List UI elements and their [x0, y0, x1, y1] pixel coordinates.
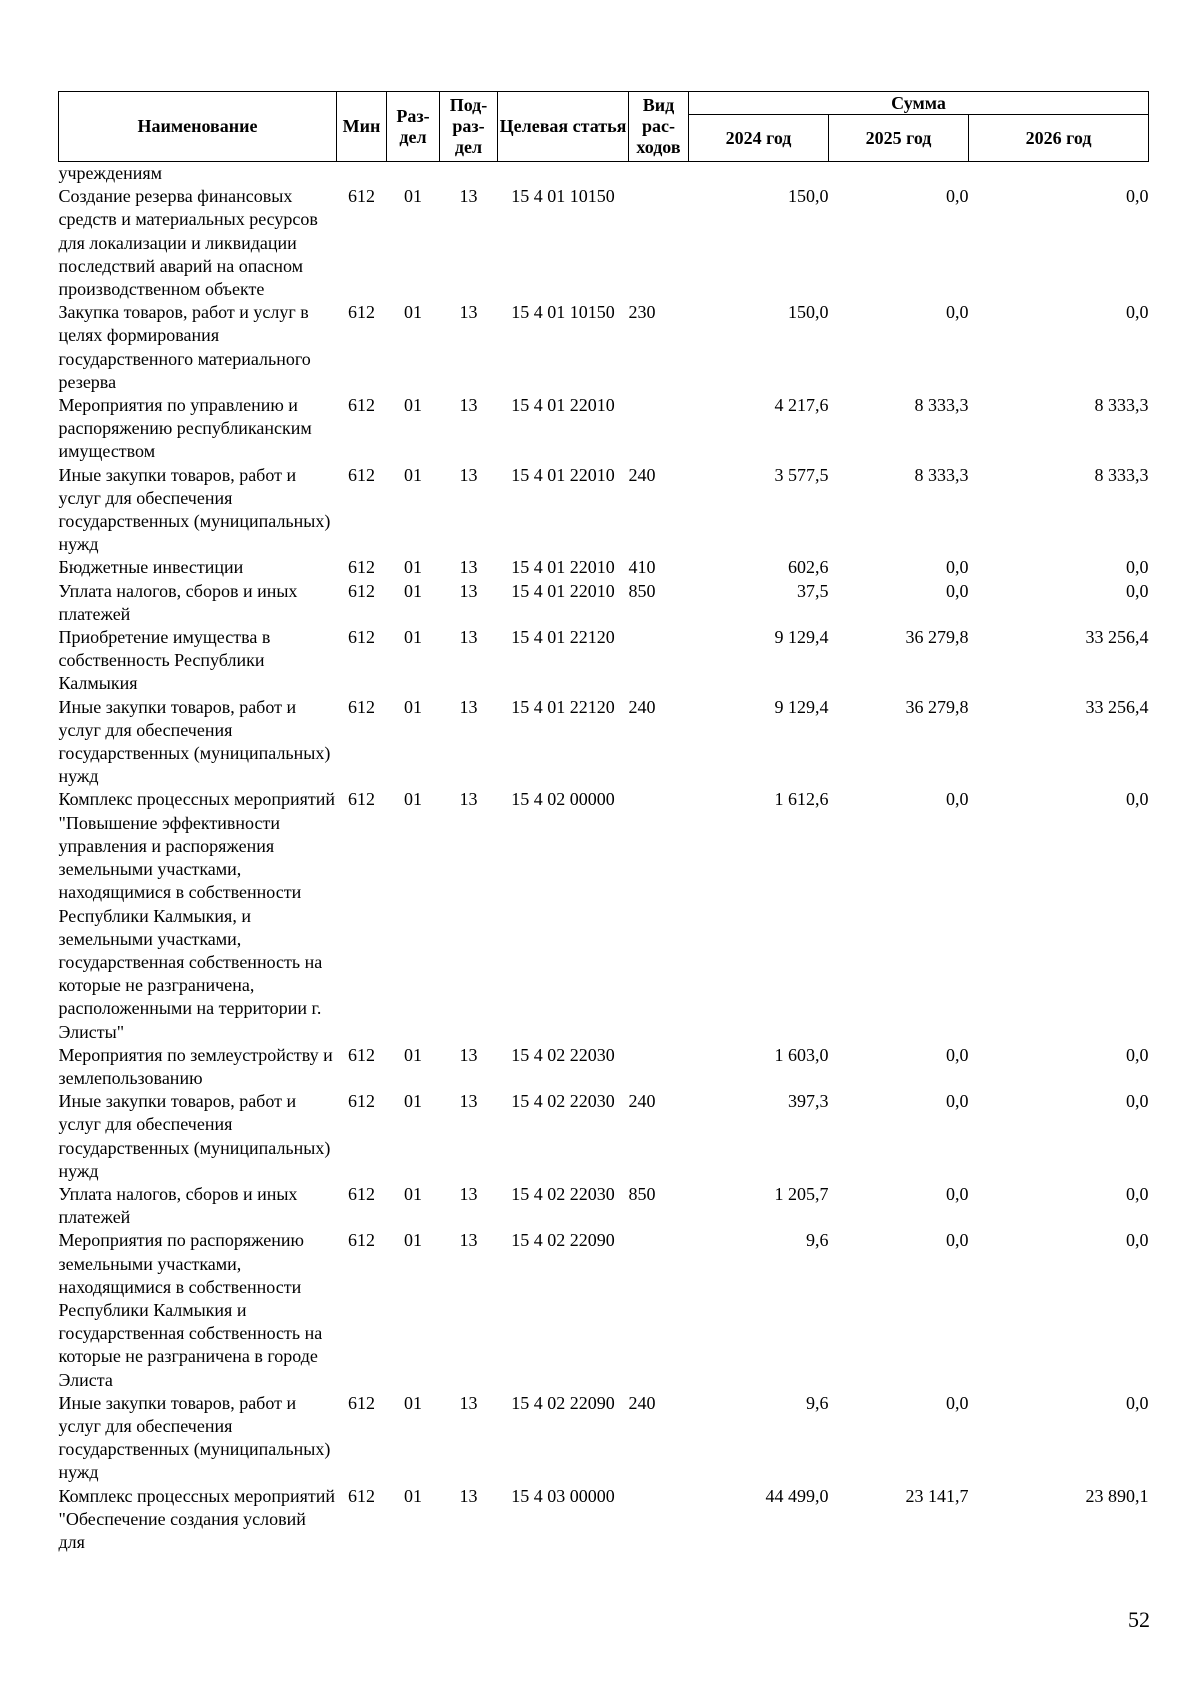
table-row [59, 626, 1149, 696]
row-razdel: 01 [404, 1044, 422, 1065]
row-sum-2026: 0,0 [1126, 789, 1149, 810]
row-razdel: 01 [404, 557, 422, 578]
row-celevaya-statya: 15 4 01 22010 [511, 395, 615, 416]
row-min: 612 [348, 302, 375, 323]
row-sum-2025: 36 279,8 [905, 696, 969, 717]
row-celevaya-statya: 15 4 01 22010 [511, 580, 615, 601]
row-name: Мероприятия по управлению и распоряжению республиканским имуществом [58, 395, 312, 462]
row-podrazdel: 13 [459, 302, 478, 323]
row-min: 612 [348, 580, 375, 601]
table-row [59, 788, 1149, 1043]
header-vid-rashodov: Вид рас-ходов [629, 92, 689, 162]
row-razdel: 01 [404, 186, 422, 207]
table-row [59, 1229, 1149, 1391]
row-sum-2026 [969, 162, 1149, 186]
row-name: Комплекс процессных мероприятий "Обеспечение создания условий для [58, 1485, 336, 1552]
row-razdel: 01 [404, 464, 422, 485]
row-sum-2025 [829, 162, 969, 186]
row-sum-2024: 9,6 [806, 1392, 829, 1413]
row-vid-rashodov [629, 1229, 689, 1391]
row-sum-2026: 0,0 [1126, 1183, 1149, 1204]
row-sum-2026: 0,0 [1126, 302, 1149, 323]
table-row [59, 301, 1149, 394]
row-name: учреждениям [58, 163, 163, 183]
row-podrazdel: 13 [459, 696, 478, 717]
row-sum-2024: 1 612,6 [774, 789, 829, 810]
row-razdel: 01 [404, 395, 422, 416]
row-name: Иные закупки товаров, работ и услуг для обеспечения государственных (муниципальных) нужд [58, 1091, 331, 1181]
row-celevaya-statya [498, 162, 629, 186]
row-podrazdel: 13 [459, 1091, 478, 1112]
row-name: Закупка товаров, работ и услуг в целях формирования государственного материального резерва [58, 302, 311, 392]
row-razdel: 01 [404, 302, 422, 323]
row-celevaya-statya: 15 4 01 22010 [511, 464, 615, 485]
row-vid-rashodov [629, 185, 689, 301]
row-sum-2025: 8 333,3 [914, 395, 969, 416]
row-sum-2026: 0,0 [1126, 557, 1149, 578]
row-celevaya-statya: 15 4 01 10150 [511, 302, 615, 323]
row-vid-rashodov [629, 1044, 689, 1090]
header-year-2024: 2024 год [689, 115, 829, 162]
table-row [59, 1183, 1149, 1229]
row-sum-2026: 8 333,3 [1094, 464, 1149, 485]
row-podrazdel: 13 [459, 580, 478, 601]
row-min: 612 [348, 627, 375, 648]
row-vid-rashodov [629, 1485, 689, 1555]
row-sum-2025: 36 279,8 [905, 627, 969, 648]
row-celevaya-statya: 15 4 02 22030 [511, 1183, 615, 1204]
row-name: Мероприятия по землеустройству и землепользованию [58, 1044, 333, 1088]
row-sum-2026: 23 890,1 [1085, 1485, 1149, 1506]
row-razdel: 01 [404, 627, 422, 648]
row-name: Иные закупки товаров, работ и услуг для обеспечения государственных (муниципальных) нужд [58, 696, 331, 787]
row-sum-2024: 602,6 [788, 557, 829, 578]
header-celevaya-statya: Целевая статья [498, 92, 629, 162]
row-razdel: 01 [404, 1485, 422, 1506]
budget-table [58, 91, 1149, 1554]
row-min: 612 [348, 186, 375, 207]
row-sum-2024: 397,3 [788, 1091, 829, 1112]
table-row [59, 1090, 1149, 1183]
header-year-2025: 2025 год [829, 115, 969, 162]
row-sum-2026: 8 333,3 [1094, 395, 1149, 416]
row-sum-2026: 0,0 [1126, 1044, 1149, 1065]
table-header [59, 92, 1149, 162]
row-vid-rashodov: 240 [628, 1392, 656, 1413]
row-vid-rashodov: 850 [628, 1183, 656, 1204]
row-razdel: 01 [404, 1091, 422, 1112]
row-razdel: 01 [404, 1392, 422, 1413]
row-celevaya-statya: 15 4 01 22120 [511, 627, 615, 648]
row-podrazdel: 13 [459, 1230, 478, 1251]
table-row [59, 162, 1149, 186]
row-celevaya-statya: 15 4 01 22010 [511, 557, 615, 578]
row-podrazdel: 13 [459, 627, 478, 648]
row-sum-2024: 1 603,0 [774, 1044, 829, 1065]
row-min: 612 [348, 557, 375, 578]
row-sum-2025: 0,0 [946, 186, 969, 207]
row-sum-2026: 0,0 [1126, 1230, 1149, 1251]
row-sum-2025: 0,0 [946, 580, 969, 601]
row-celevaya-statya: 15 4 02 22090 [511, 1392, 615, 1413]
row-sum-2024: 3 577,5 [774, 464, 829, 485]
row-min: 612 [348, 395, 375, 416]
row-sum-2026: 0,0 [1126, 1392, 1149, 1413]
row-min: 612 [348, 789, 375, 810]
row-sum-2025: 0,0 [946, 1230, 969, 1251]
table-body [59, 162, 1149, 1555]
row-sum-2026: 0,0 [1126, 580, 1149, 601]
header-year-2026: 2026 год [969, 115, 1149, 162]
row-sum-2026: 0,0 [1126, 1091, 1149, 1112]
row-celevaya-statya: 15 4 01 10150 [511, 186, 615, 207]
row-name: Уплата налогов, сборов и иных платежей [58, 580, 298, 624]
row-sum-2025: 0,0 [946, 1044, 969, 1065]
row-podrazdel: 13 [459, 395, 478, 416]
row-razdel: 01 [404, 580, 422, 601]
row-sum-2024: 4 217,6 [774, 395, 829, 416]
row-podrazdel: 13 [459, 186, 478, 207]
row-razdel: 01 [404, 696, 422, 717]
row-razdel [387, 162, 440, 186]
row-sum-2024: 150,0 [788, 302, 829, 323]
row-min [337, 162, 387, 186]
row-min: 612 [348, 1392, 375, 1413]
row-vid-rashodov [629, 394, 689, 464]
row-sum-2024: 9 129,4 [774, 627, 829, 648]
row-name: Комплекс процессных мероприятий "Повышение эффективности управления и распоряжения земельными участками, находящимися в собственности Республики Калмыкия, и земельными участками, государственная собственность на которые не разграничена, расположенными на территории г. Элисты" [58, 789, 336, 1042]
table-row [59, 1044, 1149, 1090]
row-sum-2024: 9 129,4 [774, 696, 829, 717]
header-razdel: Раз-дел [387, 92, 440, 162]
row-podrazdel: 13 [459, 557, 478, 578]
row-name: Создание резерва финансовых средств и материальных ресурсов для локализации и ликвидации последствий аварий на опасном производственном объекте [58, 186, 318, 300]
row-vid-rashodov: 410 [628, 557, 656, 578]
table-row [59, 556, 1149, 579]
row-podrazdel: 13 [459, 464, 478, 485]
row-min: 612 [348, 1044, 375, 1065]
row-sum-2025: 0,0 [946, 1392, 969, 1413]
row-sum-2025: 23 141,7 [905, 1485, 969, 1506]
row-sum-2025: 0,0 [946, 557, 969, 578]
row-vid-rashodov: 240 [628, 696, 656, 717]
header-podrazdel: Под-раз-дел [440, 92, 498, 162]
row-min: 612 [348, 1230, 375, 1251]
row-razdel: 01 [404, 1230, 422, 1251]
row-name: Мероприятия по распоряжению земельными участками, находящимися в собственности Республики Калмыкия и государственная собственность на которые не разграничена в городе Элиста [58, 1230, 323, 1390]
row-vid-rashodov: 230 [628, 302, 656, 323]
header-min: Мин [337, 92, 387, 162]
row-sum-2026: 33 256,4 [1085, 696, 1149, 717]
row-celevaya-statya: 15 4 02 22090 [511, 1230, 615, 1251]
row-name: Иные закупки товаров, работ и услуг для обеспечения государственных (муниципальных) нужд [58, 464, 331, 555]
row-vid-rashodov: 240 [628, 464, 656, 485]
row-sum-2024: 44 499,0 [765, 1485, 829, 1506]
row-celevaya-statya: 15 4 02 22030 [511, 1044, 615, 1065]
row-vid-rashodov [629, 162, 689, 186]
row-celevaya-statya: 15 4 02 22030 [511, 1091, 615, 1112]
table-row [59, 696, 1149, 789]
row-min: 612 [348, 464, 375, 485]
row-name: Уплата налогов, сборов и иных платежей [58, 1183, 298, 1228]
row-sum-2025: 0,0 [946, 789, 969, 810]
row-name: Бюджетные инвестиции [58, 557, 244, 578]
row-min: 612 [348, 1183, 375, 1204]
row-celevaya-statya: 15 4 03 00000 [511, 1485, 615, 1506]
row-podrazdel: 13 [459, 1392, 478, 1413]
table-row [59, 394, 1149, 464]
row-name: Приобретение имущества в собственность Республики Калмыкия [58, 627, 271, 694]
row-razdel: 01 [404, 789, 422, 810]
row-vid-rashodov [629, 626, 689, 696]
header-name: Наименование [59, 92, 337, 162]
row-celevaya-statya: 15 4 01 22120 [511, 696, 615, 717]
row-sum-2025: 0,0 [946, 1091, 969, 1112]
row-sum-2024 [689, 162, 829, 186]
table-row [59, 185, 1149, 301]
table-row [59, 1392, 1149, 1485]
row-podrazdel [440, 162, 498, 186]
row-podrazdel: 13 [459, 1485, 478, 1506]
header-summa: Сумма [689, 92, 1149, 115]
row-vid-rashodov [629, 788, 689, 1043]
row-sum-2026: 0,0 [1126, 186, 1149, 207]
row-razdel: 01 [404, 1183, 422, 1204]
row-name: Иные закупки товаров, работ и услуг для обеспечения государственных (муниципальных) нужд [58, 1392, 331, 1483]
row-sum-2024: 1 205,7 [774, 1183, 829, 1204]
table-row [59, 580, 1149, 626]
row-podrazdel: 13 [459, 1044, 478, 1065]
row-min: 612 [348, 1485, 375, 1506]
row-celevaya-statya: 15 4 02 00000 [511, 789, 615, 810]
row-sum-2025: 0,0 [946, 302, 969, 323]
table-row [59, 1485, 1149, 1555]
row-vid-rashodov: 240 [628, 1091, 656, 1112]
row-min: 612 [348, 1091, 375, 1112]
row-sum-2024: 37,5 [797, 580, 829, 601]
row-podrazdel: 13 [459, 789, 478, 810]
row-sum-2025: 8 333,3 [914, 464, 969, 485]
row-sum-2026: 33 256,4 [1085, 627, 1149, 648]
row-min: 612 [348, 696, 375, 717]
row-sum-2025: 0,0 [946, 1183, 969, 1204]
row-podrazdel: 13 [459, 1183, 478, 1204]
table-row [59, 464, 1149, 557]
row-sum-2024: 150,0 [788, 186, 829, 207]
page-number: 52 [1128, 1607, 1150, 1632]
row-sum-2024: 9,6 [806, 1230, 829, 1251]
row-vid-rashodov: 850 [628, 580, 656, 601]
